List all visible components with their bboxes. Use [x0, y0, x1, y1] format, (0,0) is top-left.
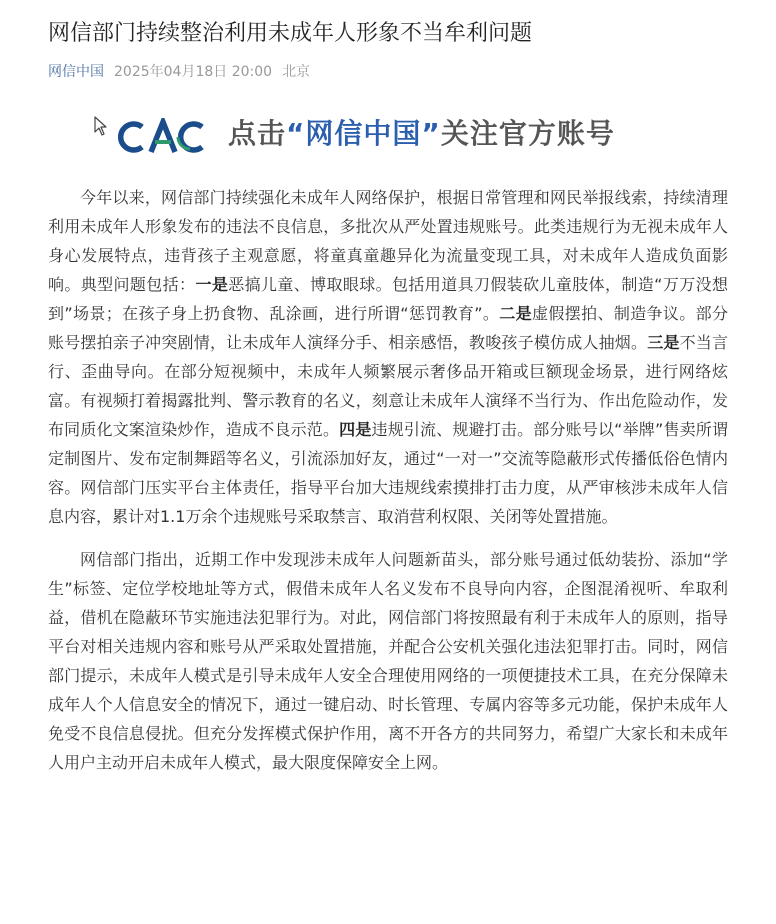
- promo-prefix: 点击: [228, 117, 287, 150]
- para1-text-1: 今年以来，网信部门持续强化未成年人网络保护，根据日常管理和网民举报线索，持续清理利用未成年人形象发布的违法不良信息，多批次从严处置违规账号。此类违规行为无视未成年人身心发展特点，违背孩子主观意愿，将童真童趣异化为流量变现工具，对未成年人造成负面影响。典型问题包括：: [48, 188, 728, 294]
- mouse-cursor-icon: [94, 116, 108, 136]
- para1-bold-4: 四是: [339, 420, 372, 439]
- promo-suffix: 关注官方账号: [440, 117, 615, 150]
- para1-bold-3: 三是: [647, 333, 680, 352]
- publish-datetime: 2025年04月18日 20:00: [114, 64, 273, 80]
- para1-bold-1: 一是: [195, 275, 229, 294]
- para1-bold-2: 二是: [499, 304, 533, 323]
- cac-logo: [118, 118, 208, 156]
- follow-account-banner[interactable]: [118, 112, 678, 160]
- para1-text-3: 虚假摆拍、制造争议。部分账号摆拍亲子冲突剧情，让未成年人演绎分手、相亲感悟，教唆孩子模仿成人抽烟。: [48, 304, 728, 352]
- promo-account: “网信中国”: [286, 117, 441, 150]
- publish-location: 北京: [282, 64, 311, 80]
- article-meta: [48, 62, 310, 82]
- para1-text-2: 恶搞儿童、博取眼球。包括用道具刀假装砍儿童肢体，制造“万万没想到”场景；在孩子身上扔食物、乱涂画，进行所谓“惩罚教育”。: [48, 275, 728, 323]
- article-body: [48, 183, 728, 791]
- follow-promo-text: [228, 114, 615, 154]
- article-title: 网信部门持续整治利用未成年人形象不当牟利问题: [48, 21, 533, 46]
- paragraph-1: [48, 183, 728, 531]
- account-name-link[interactable]: 网信中国: [48, 64, 104, 80]
- para1-text-4: 不当言行、歪曲导向。在部分短视频中，未成年人频繁展示奢侈品开箱或巨额现金场景，进行网络炫富。有视频打着揭露批判、警示教育的名义，刻意让未成年人演绎不当行为、作出危险动作，发布同质化文案渲染炒作，造成不良示范。: [48, 333, 728, 439]
- para1-text-5: 违规引流、规避打击。部分账号以“举牌”售卖所谓定制图片、发布定制舞蹈等名义，引流添加好友，通过“一对一”交流等隐蔽形式传播低俗色情内容。网信部门压实平台主体责任，指导平台加大违规线索摸排打击力度，从严审核涉未成年人信息内容，累计对1.1万余个违规账号采取禁言、取消营利权限、关闭等处置措施。: [48, 420, 728, 526]
- paragraph-2: 网信部门指出，近期工作中发现涉未成年人问题新苗头，部分账号通过低幼装扮、添加“学生”标签、定位学校地址等方式，假借未成年人名义发布不良导向内容，企图混淆视听、牟取利益，借机在隐蔽环节实施违法犯罪行为。对此，网信部门将按照最有利于未成年人的原则，指导平台对相关违规内容和账号从严采取处置措施，并配合公安机关强化违法犯罪打击。同时，网信部门提示，未成年人模式是引导未成年人安全合理使用网络的一项便捷技术工具，在充分保障未成年人个人信息安全的情况下，通过一键启动、时长管理、专属内容等多元功能，保护未成年人免受不良信息侵扰。但充分发挥模式保护作用，离不开各方的共同努力，希望广大家长和未成年人用户主动开启未成年人模式，最大限度保障安全上网。: [48, 550, 728, 772]
